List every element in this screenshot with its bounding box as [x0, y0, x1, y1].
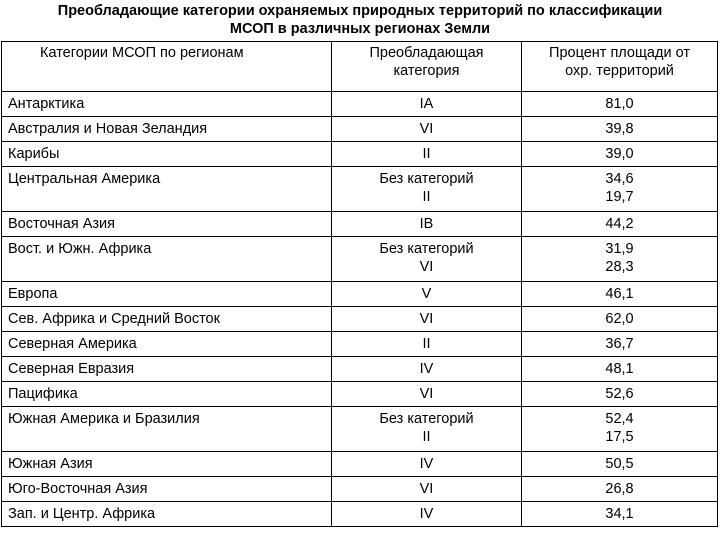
percent-value: 52,6: [605, 386, 634, 402]
percent-value: 26,8: [605, 481, 634, 497]
region-cell: Зап. и Центр. Африка: [2, 502, 332, 527]
table-row: [2, 117, 718, 142]
table-row: [2, 407, 718, 452]
category-cell: [332, 502, 522, 527]
category-cell: [332, 212, 522, 237]
title-line-1: Преобладающие категории охраняемых природных территорий по классификации: [57, 3, 663, 19]
category-value: Без категорий: [379, 241, 474, 257]
region-cell: Восточная Азия: [2, 212, 332, 237]
category-value: IV: [419, 506, 434, 522]
category-value: VI: [419, 259, 434, 275]
percent-value: 50,5: [605, 456, 634, 472]
category-cell: [332, 357, 522, 382]
percent-value: 46,1: [605, 286, 634, 302]
percent-cell: [522, 142, 718, 167]
percent-cell: [522, 237, 718, 282]
percent-value: 36,7: [605, 336, 634, 352]
percent-cell: [522, 167, 718, 212]
percent-value: 52,4: [605, 411, 634, 427]
category-value: VI: [419, 481, 434, 497]
region-cell: Австралия и Новая Зеландия: [2, 117, 332, 142]
region-cell: Антарктика: [2, 92, 332, 117]
table-row: [2, 92, 718, 117]
percent-cell: [522, 332, 718, 357]
percent-value: 48,1: [605, 361, 634, 377]
table-row: [2, 307, 718, 332]
percent-cell: [522, 382, 718, 407]
table-row: [2, 282, 718, 307]
table-body: [2, 92, 718, 527]
percent-value: 19,7: [605, 189, 634, 205]
category-cell: [332, 167, 522, 212]
percent-value: 28,3: [605, 259, 634, 275]
category-cell: [332, 332, 522, 357]
percent-value: 81,0: [605, 96, 634, 112]
region-cell: Южная Америка и Бразилия: [2, 407, 332, 452]
percent-value: 34,1: [605, 506, 634, 522]
category-cell: [332, 117, 522, 142]
category-value: VI: [419, 121, 434, 137]
category-cell: [332, 282, 522, 307]
region-cell: Южная Азия: [2, 452, 332, 477]
category-value: Без категорий: [379, 411, 474, 427]
category-cell: [332, 382, 522, 407]
category-cell: [332, 307, 522, 332]
category-value: VI: [419, 311, 434, 327]
category-value: II: [422, 336, 431, 352]
percent-value: 17,5: [605, 429, 634, 445]
category-value: II: [422, 429, 431, 445]
category-value: II: [422, 146, 431, 162]
table-row: [2, 357, 718, 382]
region-cell: Пацифика: [2, 382, 332, 407]
category-value: V: [421, 286, 432, 302]
table-row: [2, 502, 718, 527]
iucn-categories-table: [1, 41, 718, 527]
category-value: IA: [419, 96, 434, 112]
region-cell: Европа: [2, 282, 332, 307]
category-value: IV: [419, 361, 434, 377]
table-row: [2, 167, 718, 212]
header-category: Преобладающая категория: [332, 42, 522, 92]
percent-value: 39,8: [605, 121, 634, 137]
table-row: [2, 382, 718, 407]
category-cell: [332, 92, 522, 117]
header-region: Категории МСОП по регионам: [2, 42, 332, 92]
table-row: [2, 452, 718, 477]
percent-cell: [522, 407, 718, 452]
category-cell: [332, 477, 522, 502]
table-row: [2, 212, 718, 237]
percent-value: 39,0: [605, 146, 634, 162]
percent-cell: [522, 502, 718, 527]
percent-value: 31,9: [605, 241, 634, 257]
category-value: Без категорий: [379, 171, 474, 187]
region-cell: Юго-Восточная Азия: [2, 477, 332, 502]
percent-cell: [522, 282, 718, 307]
region-cell: Северная Америка: [2, 332, 332, 357]
percent-value: 44,2: [605, 216, 634, 232]
region-cell: Карибы: [2, 142, 332, 167]
category-value: II: [422, 189, 431, 205]
document-title: [0, 0, 720, 38]
category-value: IB: [419, 216, 434, 232]
percent-cell: [522, 357, 718, 382]
table-header-row: [2, 42, 718, 92]
table-row: [2, 237, 718, 282]
percent-cell: [522, 212, 718, 237]
category-cell: [332, 407, 522, 452]
header-percent: Процент площади от охр. территорий: [522, 42, 718, 92]
percent-cell: [522, 307, 718, 332]
category-cell: [332, 237, 522, 282]
percent-cell: [522, 477, 718, 502]
table-row: [2, 477, 718, 502]
percent-cell: [522, 452, 718, 477]
percent-cell: [522, 117, 718, 142]
region-cell: Вост. и Южн. Африка: [2, 237, 332, 282]
table-row: [2, 142, 718, 167]
category-value: VI: [419, 386, 434, 402]
title-line-2: МСОП в различных регионах Земли: [229, 21, 491, 37]
category-cell: [332, 142, 522, 167]
category-cell: [332, 452, 522, 477]
percent-value: 62,0: [605, 311, 634, 327]
region-cell: Центральная Америка: [2, 167, 332, 212]
region-cell: Сев. Африка и Средний Восток: [2, 307, 332, 332]
percent-value: 34,6: [605, 171, 634, 187]
table-row: [2, 332, 718, 357]
category-value: IV: [419, 456, 434, 472]
region-cell: Северная Евразия: [2, 357, 332, 382]
percent-cell: [522, 92, 718, 117]
